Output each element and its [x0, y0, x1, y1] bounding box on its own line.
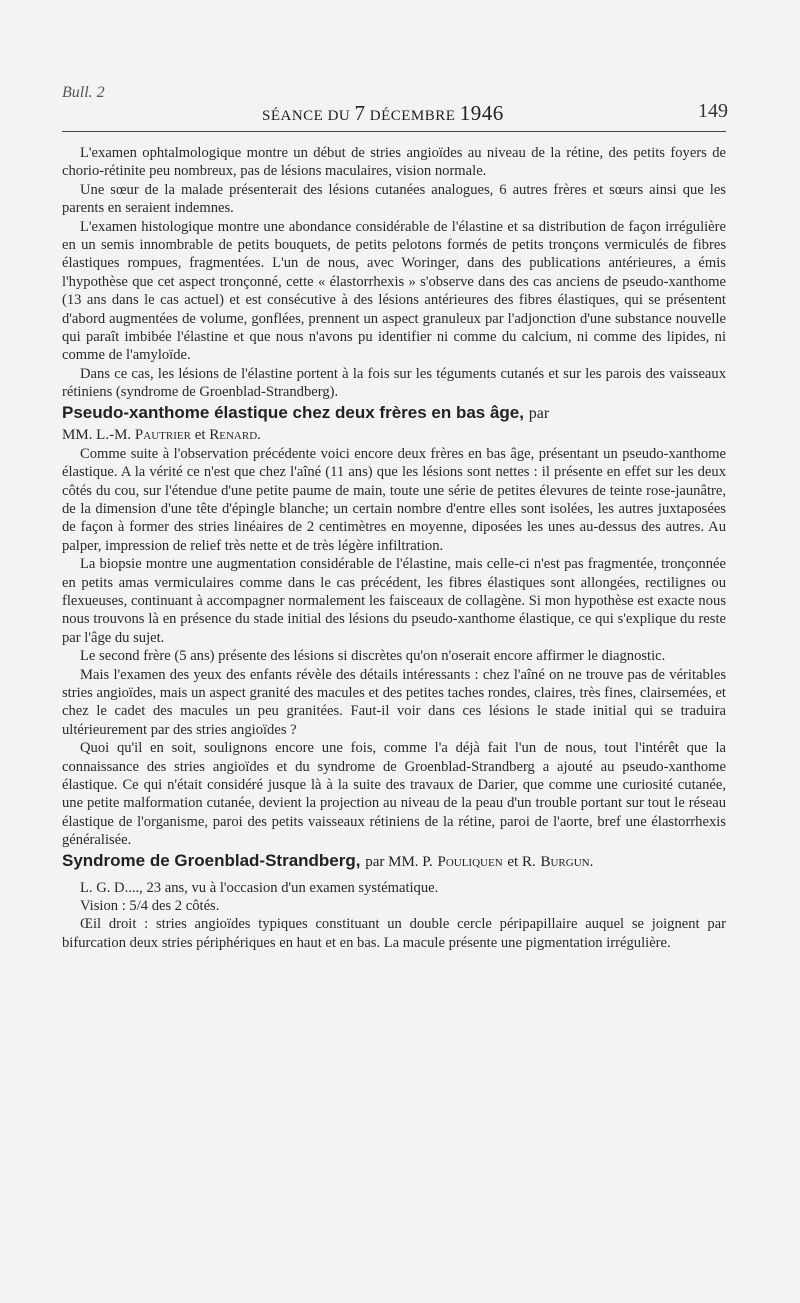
- section2-par: par: [528, 404, 550, 422]
- section2-author-2: Renard.: [209, 426, 261, 443]
- page-number: 149: [698, 100, 728, 122]
- s3-paragraph-2: Vision : 5/4 des 2 côtés.: [80, 898, 220, 915]
- s2-paragraph-2: La biopsie montre une augmentation considérable de l'élastine, mais celle-ci n'est pas fragmentée, tronçonnée en petits amas vermiculaires comme dans le cas précédent, les fibres élastiques sont allongées, rectilignes ou flexueuses, continuant à accompagner normalement les faisceaux de collagène. Si mon hypothèse est exacte nous nous trouvons là en présence du stade initial des lésions du pseudo-xanthome élastique, ce qui s'explique du reste par l'âge du sujet.: [62, 556, 726, 646]
- section3-title-text: Syndrome de Groenblad-Strandberg,: [62, 850, 361, 870]
- s2-paragraph-5: Quoi qu'il en soit, soulignons encore une fois, comme l'a déjà fait l'un de nous, tout l'intérêt que la connaissance des stries angioïdes et du syndrome de Groenblad-Strandberg a ajouté au pseudo-xanthome élastique. Ce qui n'était considéré jusque là à la suite des travaux de Darier, que comme une curiosité cutanée, une petite malformation cutanée, devient la projection au niveau de la peau d'un trouble portant sur tout le réseau élastique de l'organisme, paroi des petits vaisseaux rétiniens de la rétine, paroi de l'aorte, bref une élastorrhexis généralisée.: [62, 740, 726, 849]
- s2-paragraph-1: Comme suite à l'observation précédente voici encore deux frères en bas âge, présentant un pseudo-xanthome élastique. A la vérité ce n'est que chez l'aîné (11 ans) que les lésions sont nettes : il présente en effet sur les deux côtés du cou, sur l'étendue d'une petite paume de main, toute une série de petites élevures de teinte rose-jaunâtre, de la dimension d'une tête d'épingle blanche; un certain nombre d'entre elles sont isolées, les autres juxtaposées de façon à former des stries linéaires de 2 centimètres en moyenne, diposées les unes au-dessus des autres. Au palper, impression de relief très nette et de très légère infiltration.: [62, 445, 726, 554]
- header-seance: SÉANCE DU: [262, 108, 351, 124]
- section2-authors-prefix: MM. L.-M.: [62, 426, 132, 443]
- s1-paragraph-4: Dans ce cas, les lésions de l'élastine portent à la fois sur les téguments cutanés et sur les parois des vaisseaux rétiniens (syndrome de Groenblad-Strandberg).: [62, 365, 726, 401]
- s1-paragraph-2: Une sœur de la malade présenterait des lésions cutanées analogues, 6 autres frères et sœurs ainsi que les parents en seraient indemnes.: [62, 181, 726, 217]
- section3-par: par MM. P.: [365, 853, 433, 870]
- header-month: DÉCEMBRE: [369, 108, 456, 124]
- s1-paragraph-1: L'examen ophtalmologique montre un début de stries angioïdes au niveau de la rétine, des petits foyers de chorio-rétinite peu nombreux, pas de lésions maculaires, vision normale.: [62, 145, 726, 180]
- section2-and: et: [194, 426, 206, 443]
- header-day: 7: [354, 101, 366, 125]
- s1-paragraph-3: L'examen histologique montre une abondance considérable de l'élastine et sa distribution de façon irrégulière en un semis innombrable de petits bouquets, de petits pelotons formés de petits tronçons vermiculés de fibres élastiques rompues, fragmentées. L'un de nous, avec Woringer, dans des publications antérieures, a émis l'hypothèse que cet aspect tronçonné, cette « élastorrhexis » s'observe dans des cas anciens de pseudo-xanthome (13 ans dans le cas actuel) et est consécutive à des lésions antérieures des fibres élastiques, qui se présentent d'abord augmentées de volume, gonflées, prennent un aspect granuleux par l'adjonction d'une substance nouvelle qui paraît imbibée l'élastine et que nous n'avons pu identifier ni comme du calcium, ni comme des lipides, ni comme de l'amyloïde.: [62, 218, 726, 364]
- section2-title-text: Pseudo-xanthome élastique chez deux frères en bas âge,: [62, 402, 524, 422]
- section3-title: [62, 850, 726, 873]
- section3-author-1: Pouliquen: [437, 853, 503, 870]
- section2-authors: [62, 425, 726, 445]
- section3-author-2: Burgun.: [540, 853, 594, 870]
- bulletin-label: Bull. 2: [62, 84, 105, 101]
- header-rule: [62, 131, 726, 132]
- s3-paragraph-3: Œil droit : stries angioïdes typiques constituant un double cercle péripapillaire auquel se joignent par bifurcation deux stries périphériques en haut et en bas. La macule présente une pigmentation irrégulière.: [62, 916, 726, 951]
- section2-title: [62, 402, 726, 425]
- article-body: [62, 144, 726, 952]
- s2-paragraph-3: Le second frère (5 ans) présente des lésions si discrètes qu'on n'oserait encore affirmer le diagnostic.: [80, 648, 666, 665]
- running-header: [262, 101, 504, 126]
- s3-paragraph-1: L. G. D...., 23 ans, vu à l'occasion d'un examen systématique.: [80, 879, 439, 896]
- header-year: 1946: [459, 101, 504, 125]
- s2-paragraph-4: Mais l'examen des yeux des enfants révèle des détails intéressants : chez l'aîné on ne trouve pas de véritables stries angioïdes, mais un aspect granité des macules et des petites taches rondes, claires, très fines, clairsemées, et chez le cadet des macules un peu granitées. Faut-il voir dans ces lésions le stade initial qui se traduira ultérieurement par des stries angioïdes ?: [62, 666, 726, 738]
- section3-and: et R.: [507, 853, 536, 870]
- section2-author-1: Pautrier: [134, 426, 191, 443]
